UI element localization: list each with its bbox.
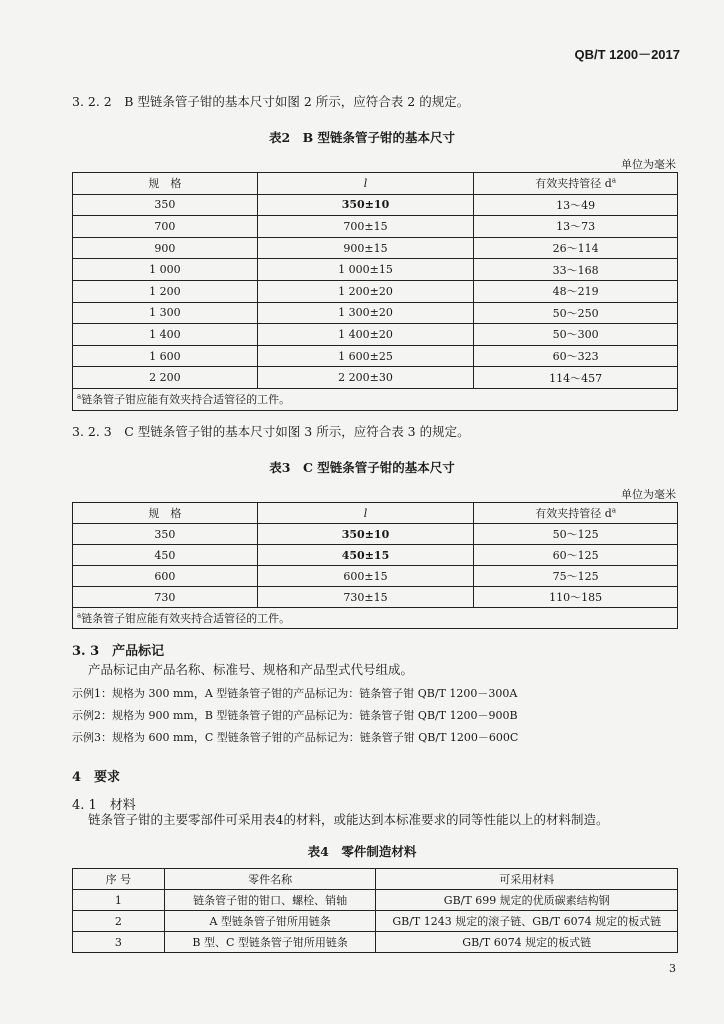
table-cell: 1 000 xyxy=(73,259,258,281)
table3-note: $^a$链条管子钳应能有效夹持合适管径的工件。 xyxy=(73,608,678,629)
table-cell: 600±15 xyxy=(257,566,474,587)
table-cell: 1 300±20 xyxy=(257,302,474,324)
table-row xyxy=(73,280,678,302)
table4-caption: 表4 零件制造材料 xyxy=(307,844,417,859)
table-cell: 600 xyxy=(73,566,258,587)
table-cell: 13～73 xyxy=(474,216,678,238)
table-cell: 730 xyxy=(73,587,258,608)
table-cell: 450 xyxy=(73,545,258,566)
example-2: 示例2：规格为 900 mm，B 型链条管子钳的产品标记为：链条管子钳 QB/T 1200－900B xyxy=(72,709,518,722)
table-cell: 730±15 xyxy=(257,587,474,608)
table-row xyxy=(73,324,678,346)
table4-header-part: 零件名称 xyxy=(164,869,376,890)
document-code: QB/T 1200－2017 xyxy=(574,47,680,62)
table-cell: 链条管子钳的钳口、螺栓、销轴 xyxy=(164,890,376,911)
table2-note: $^a$链条管子钳应能有效夹持合适管径的工件。 xyxy=(73,388,678,410)
table-cell: 700±15 xyxy=(257,216,474,238)
section-4-title: 4 要求 xyxy=(72,770,121,785)
clause-3-3-intro: 产品标记由产品名称、标准号、规格和产品型式代号组成。 xyxy=(88,662,414,677)
table-cell: 1 000±15 xyxy=(257,259,474,281)
table-cell: 50～250 xyxy=(474,302,678,324)
table-cell: A 型链条管子钳所用链条 xyxy=(164,911,376,932)
table-cell: 350 xyxy=(73,194,258,216)
table-cell: 2 200±30 xyxy=(257,367,474,389)
example-3: 示例3：规格为 600 mm，C 型链条管子钳的产品标记为：链条管子钳 QB/T 1200－600C xyxy=(72,731,519,744)
table-cell: GB/T 6074 规定的板式链 xyxy=(376,932,678,953)
clause-4-1-title: 4. 1 材料 xyxy=(72,798,136,813)
table-cell: 350 xyxy=(73,524,258,545)
table-cell: 900 xyxy=(73,237,258,259)
table-cell: 3 xyxy=(73,932,165,953)
table-cell: 26～114 xyxy=(474,237,678,259)
table-cell: 1 600±25 xyxy=(257,345,474,367)
table-cell: GB/T 699 规定的优质碳素结构钢 xyxy=(376,890,678,911)
table-row xyxy=(73,566,678,587)
table-cell: 2 xyxy=(73,911,165,932)
table3-header-row xyxy=(73,503,678,524)
table2-header-spec: 规 格 xyxy=(73,173,258,195)
table-cell: 700 xyxy=(73,216,258,238)
table-cell: 13～49 xyxy=(474,194,678,216)
table-cell: 2 200 xyxy=(73,367,258,389)
table-row xyxy=(73,911,678,932)
table2 xyxy=(72,172,678,411)
table3-unit: 单位为毫米 xyxy=(621,488,676,501)
table-cell: 350±10 xyxy=(257,194,474,216)
table4 xyxy=(72,868,678,953)
clause-3-3-title: 3. 3 产品标记 xyxy=(72,644,165,659)
table-row xyxy=(73,545,678,566)
table-row xyxy=(73,524,678,545)
table2-unit: 单位为毫米 xyxy=(621,158,676,171)
table-row xyxy=(73,587,678,608)
table3-header-spec: 规 格 xyxy=(73,503,258,524)
table4-header-no: 序 号 xyxy=(73,869,165,890)
table-row xyxy=(73,367,678,389)
table-cell: 900±15 xyxy=(257,237,474,259)
table-row xyxy=(73,194,678,216)
page-number: 3 xyxy=(669,962,676,975)
table-cell: 60～323 xyxy=(474,345,678,367)
table-cell: GB/T 1243 规定的滚子链、GB/T 6074 规定的板式链 xyxy=(376,911,678,932)
table-cell: B 型、C 型链条管子钳所用链条 xyxy=(164,932,376,953)
table-row xyxy=(73,345,678,367)
table-cell: 1 xyxy=(73,890,165,911)
table-cell: 1 300 xyxy=(73,302,258,324)
table-cell: 350±10 xyxy=(257,524,474,545)
table3-caption: 表3 C 型链条管子钳的基本尺寸 xyxy=(269,460,455,475)
table-cell: 110～185 xyxy=(474,587,678,608)
table-cell: 33～168 xyxy=(474,259,678,281)
clause-4-1-text: 链条管子钳的主要零部件可采用表4的材料，或能达到本标准要求的同等性能以上的材料制造。 xyxy=(88,812,609,827)
table3 xyxy=(72,502,678,629)
table2-header-row xyxy=(73,173,678,195)
table2-header-diameter: 有效夹持管径 $d^a$ xyxy=(474,173,678,195)
table4-header-material: 可采用材料 xyxy=(376,869,678,890)
table-cell: 450±15 xyxy=(257,545,474,566)
table-cell: 50～300 xyxy=(474,324,678,346)
footnote-marker: a xyxy=(611,176,617,185)
table-row xyxy=(73,932,678,953)
table3-header-l: l xyxy=(257,503,474,524)
example-1: 示例1：规格为 300 mm，A 型链条管子钳的产品标记为：链条管子钳 QB/T 1200－300A xyxy=(72,687,518,700)
table4-header-row xyxy=(73,869,678,890)
table-cell: 48～219 xyxy=(474,280,678,302)
table-cell: 1 200±20 xyxy=(257,280,474,302)
table3-header-diameter: 有效夹持管径 $d^a$ xyxy=(474,503,678,524)
table-cell: 1 600 xyxy=(73,345,258,367)
clause-3-2-2: 3. 2. 2 B 型链条管子钳的基本尺寸如图 2 所示，应符合表 2 的规定。 xyxy=(72,94,470,109)
table2-note-row xyxy=(73,388,678,410)
table-cell: 114～457 xyxy=(474,367,678,389)
footnote-marker: a xyxy=(611,506,617,515)
table-row xyxy=(73,259,678,281)
table3-note-row xyxy=(73,608,678,629)
table-cell: 50～125 xyxy=(474,524,678,545)
table2-caption: 表2 B 型链条管子钳的基本尺寸 xyxy=(268,130,456,145)
table2-header-l: l xyxy=(257,173,474,195)
table-cell: 1 400±20 xyxy=(257,324,474,346)
table-row xyxy=(73,302,678,324)
table-row xyxy=(73,237,678,259)
table-row xyxy=(73,216,678,238)
clause-3-2-3: 3. 2. 3 C 型链条管子钳的基本尺寸如图 3 所示，应符合表 3 的规定。 xyxy=(72,424,470,439)
table-row xyxy=(73,890,678,911)
table-cell: 1 200 xyxy=(73,280,258,302)
table-cell: 60～125 xyxy=(474,545,678,566)
table-cell: 75～125 xyxy=(474,566,678,587)
table-cell: 1 400 xyxy=(73,324,258,346)
